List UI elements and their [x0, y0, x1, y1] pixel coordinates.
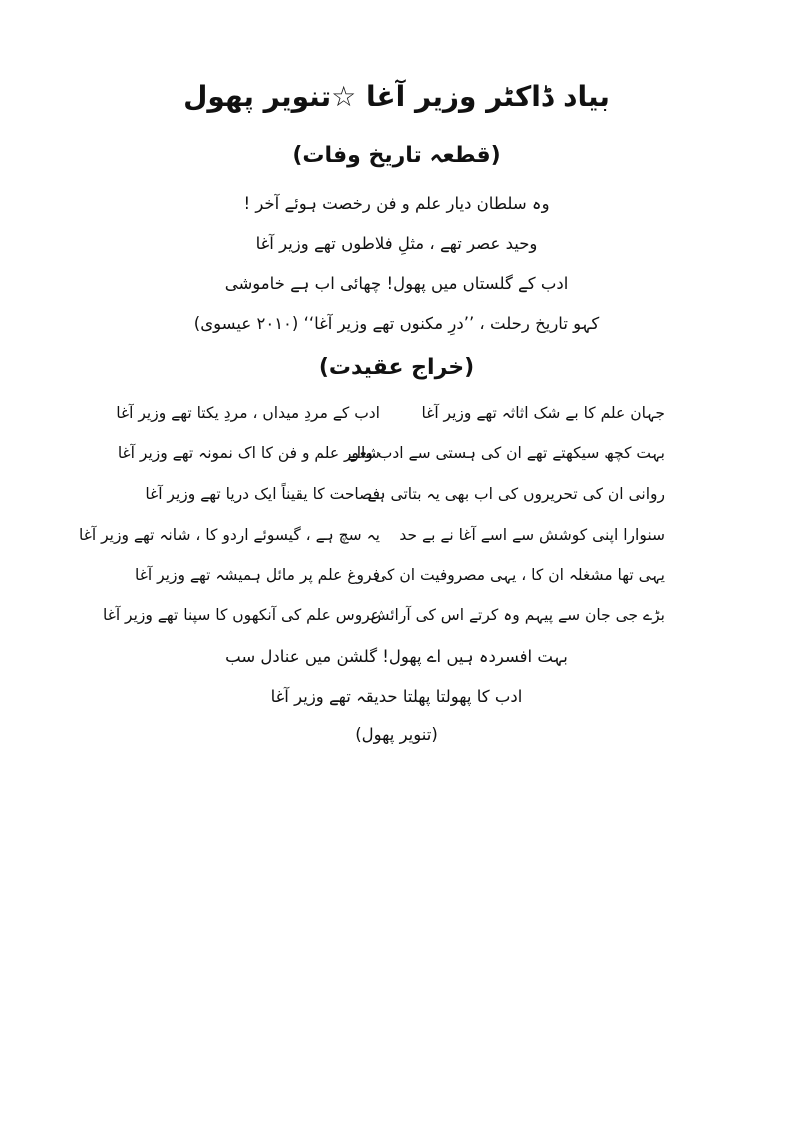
couplet-4 — [79, 526, 665, 552]
couplet-second-line: یہ سچ ہے ، گیسوئے اردو کا ، شانہ تھے وزیر آغا — [79, 526, 380, 544]
qita-line-2: وحید عصر تھے ، مثلِ فلاطوں تھے وزیر آغا — [255, 234, 538, 253]
qita-line-1: وہ سلطان دیار علم و فن رخصت ہوئے آخر ! — [243, 194, 550, 213]
couplet-3 — [120, 487, 665, 511]
couplet-second-line: ادب کے مردِ میداں ، مردِ یکتا تھے وزیر آغا — [116, 404, 380, 422]
couplet-first-line: روانی ان کی تحریروں کی اب بھی یہ بتاتی ہے — [367, 485, 665, 503]
khiraj-heading: (خراج عقیدت) — [318, 355, 475, 380]
couplet-second-line: شعور علم و فن کا اک نمونہ تھے وزیر آغا — [117, 444, 380, 462]
couplet-6 — [102, 606, 665, 632]
final-verse-line-1: بہت افسردہ ہیں اے پھول! گلشن میں عنادل سب — [225, 647, 568, 666]
couplet-second-line: عروس علم کی آنکھوں کا سپنا تھے وزیر آغا — [102, 606, 380, 624]
couplet-first-line: یہی تھا مشغلہ ان کا ، یہی مصروفیت ان کی — [374, 566, 665, 584]
qita-heading: (قطعہ تاریخ وفات) — [292, 143, 501, 168]
qita-line-3: ادب کے گلستاں میں پھول! چھائی اب ہے خاموشی — [224, 274, 569, 293]
poet-signature: (تنویر پھول) — [355, 725, 438, 744]
final-verse-line-2: ادب کا پھولتا پھلتا حدیقہ تھے وزیر آغا — [270, 687, 523, 706]
couplet-first-line: سنوارا اپنی کوشش سے اسے آغا نے بے حد — [399, 526, 665, 544]
page-title: بیاد ڈاکٹر وزیر آغا ☆تنویر پھول — [183, 80, 610, 113]
couplet-first-line: بڑے جی جان سے پیہم وہ کرتے اس کی آرائش — [370, 606, 665, 624]
couplet-1 — [116, 404, 665, 430]
couplet-second-line: فروغ علم پر مائل ہمیشہ تھے وزیر آغا — [135, 566, 380, 584]
couplet-second-line: فصاحت کا یقیناً ایک دریا تھے وزیر آغا — [145, 485, 380, 503]
qita-line-4: کہو تاریخ رحلت ، ’’درِ مکنوں تھے وزیر آغا‘‘ (۲۰۱۰ عیسوی) — [193, 314, 600, 333]
couplet-2 — [117, 444, 665, 470]
couplet-5 — [120, 568, 665, 592]
couplet-first-line: بہت کچھ سیکھتے تھے ان کی ہستی سے ادب والے — [347, 444, 665, 462]
couplet-first-line: جہان علم کا بے شک اثاثہ تھے وزیر آغا — [421, 404, 665, 422]
